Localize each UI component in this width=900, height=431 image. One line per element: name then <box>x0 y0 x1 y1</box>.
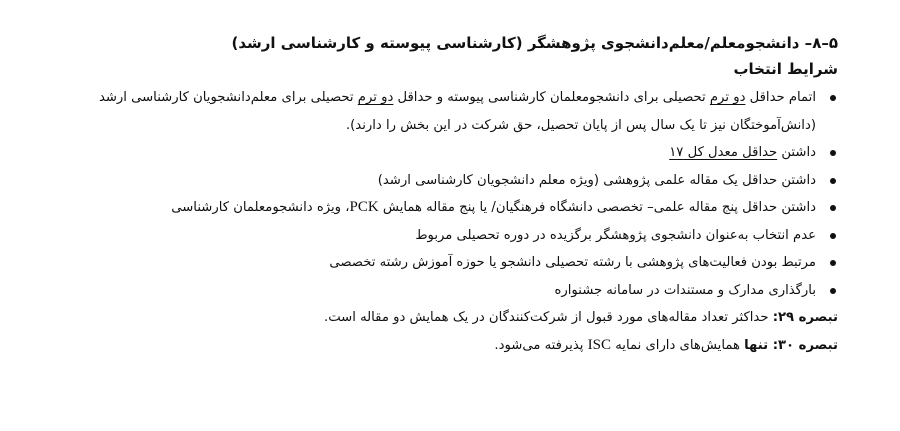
note-29 <box>78 304 838 332</box>
subheading: شرایط انتخاب <box>733 60 838 78</box>
note-30 <box>78 332 838 360</box>
list-item: عدم انتخاب به‌عنوان دانشجوی پژوهشگر برگزیده در دوره تحصیلی مربوط <box>78 222 816 250</box>
list-item: مرتبط بودن فعالیت‌های پژوهشی با رشته تحصیلی دانشجو یا حوزه آموزش رشته تخصصی <box>78 249 816 277</box>
text: ، ویژه دانشجومعلمان کارشناسی <box>171 200 350 215</box>
note-label: تبصره ۲۹: <box>772 310 838 325</box>
underlined-text: حداقل معدل کل ۱۷ <box>669 145 778 160</box>
document-body <box>78 30 838 359</box>
list-item <box>78 139 816 167</box>
latin-text: ISC <box>587 336 612 353</box>
note-label: تبصره ۳۰: تنها <box>744 337 838 353</box>
list-item: داشتن حداقل یک مقاله علمی پژوهشی (ویژه معلم دانشجویان کارشناسی ارشد) <box>78 167 816 195</box>
note-text: همایش‌های دارای نمایه <box>611 337 745 353</box>
note-text: حداکثر تعداد مقاله‌های مورد قبول از شرکت‌کنندگان در یک همایش دو مقاله است. <box>324 310 773 325</box>
underlined-text: دو ترم <box>709 90 746 105</box>
underlined-text: دو ترم <box>357 90 394 105</box>
text: تحصیلی برای دانشجومعلمان کارشناسی پیوسته و حداقل <box>393 90 710 105</box>
latin-text: PCK <box>349 199 379 215</box>
list-item: بارگذاری مدارک و مستندات در سامانه جشنواره <box>78 277 816 305</box>
section-title: ۵–۸– دانشجومعلم/معلم‌دانشجوی پژوهشگر (کارشناسی پیوسته و کارشناسی ارشد) <box>231 34 838 52</box>
note-text: پذیرفته می‌شود. <box>494 337 588 353</box>
list-item <box>78 194 816 222</box>
criteria-list <box>78 84 838 304</box>
text: داشتن <box>777 145 816 160</box>
text: اتمام حداقل <box>745 90 816 105</box>
text: تحصیلی برای معلم‌دانشجویان کارشناسی ارشد (دانش‌آموختگان نیز تا یک سال پس از پایان تحصیل، حق شرکت در این بخش را دارند). <box>98 90 816 133</box>
list-item <box>78 84 816 139</box>
text: داشتن حداقل پنج مقاله علمی– تخصصی دانشگاه فرهنگیان/ یا پنج مقاله همایش <box>378 200 816 215</box>
